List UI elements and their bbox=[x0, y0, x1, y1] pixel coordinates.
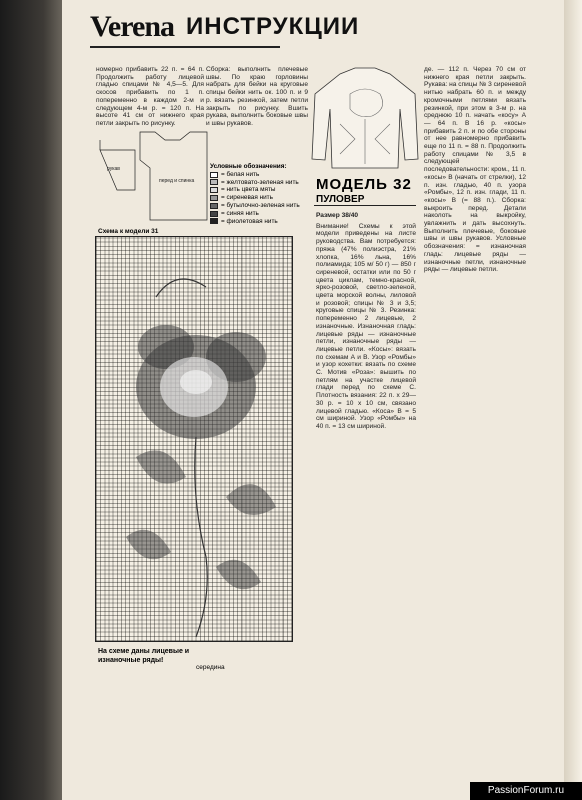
page-gutter-shadow bbox=[0, 0, 62, 800]
legend-item: = желтовато-зеленая нить bbox=[210, 179, 310, 187]
legend-item: = фиолетовая нить bbox=[210, 218, 310, 226]
size-heading: Размер 38/40 bbox=[316, 212, 359, 219]
header-rule bbox=[90, 46, 280, 48]
watermark: PassionForum.ru bbox=[470, 782, 582, 800]
model-title: МОДЕЛЬ 32 bbox=[316, 176, 412, 193]
paragraph: де. — 112 п. Через 70 см от нижнего края петли закрыть. Рукава: на спицы № 3 сиреневой нитью набрать 60 п. и между кромочными петлями вязать резинкой, при этом в 3-м р. на среднюю 10 п. начать «косу» А — 64 п. В 16 р. «косы» прибавить 2 п. и по обе стороны от нее равномерно прибавить еще по 11 п. = 88 п. Продолжить работу спицами № 3,5 в следующей последовательности: кром., 11 п. «косы» В (начать от стрелки), 12 п. изн. гладью, 40 п. узора «Ромбы», 12 п. изн. глади, 11 п. «косы» В (= 88 п.). Сборка: выкроить перед. Детали наколоть на выкройку, увлажнить и дать высохнуть. Выполнить плечевые, боковые швы и швы рукавов. Условные обозначения: = изнаночная гладь: лицевые ряды — изнаночные петли, изнаночные ряды — лицевые петли. bbox=[424, 66, 526, 274]
chart-caption: На схеме даны лицевые и изнаночные ряды! bbox=[98, 648, 190, 664]
text-column-4 bbox=[424, 66, 526, 274]
legend-item: = сиреневая нить bbox=[210, 194, 310, 202]
pattern-schematic bbox=[95, 120, 215, 232]
legend-item: = нить цвета мяты bbox=[210, 186, 310, 194]
legend-item: = бутылочно-зеленая нить bbox=[210, 202, 310, 210]
sweater-illustration bbox=[310, 64, 420, 172]
page-edge bbox=[564, 0, 582, 800]
legend-item: = белая нить bbox=[210, 171, 310, 179]
schema-label-pered: перед и спинка bbox=[159, 178, 195, 184]
knitting-chart bbox=[95, 236, 293, 642]
model-rule bbox=[314, 205, 416, 206]
legend-item: = синяя нить bbox=[210, 210, 310, 218]
model-subtitle: ПУЛОВЕР bbox=[316, 194, 365, 205]
paragraph: номерно прибавить 22 п. = 64 п. Продолжить работу лицевой гладью спицами № 4,5—5. Для скосов прибавить по 1 п. попеременно в каждом 2-м и следующем 4-м р. = 120 п. На высоте 41 см от нижнего края петли закрыть по рисунку. bbox=[96, 66, 204, 127]
brand-logo: Verena bbox=[90, 10, 174, 43]
text-column-3 bbox=[316, 212, 416, 431]
schema-label-rukav: рукав bbox=[107, 166, 120, 172]
color-legend bbox=[210, 163, 310, 225]
chart-middle-label: середина bbox=[196, 664, 225, 671]
paragraph: Сборка: выполнить плечевые швы. По краю горловины набрать для бейки на круговые спицы бейки нить ок. 100 п. и 9 р. вязать резинкой, затем петли закрыть по рисунку. Вшить рукава, выполнить боковые швы и швы рукавов. bbox=[206, 66, 308, 127]
text-column-2 bbox=[206, 66, 308, 128]
scheme-title: Схема к модели 31 bbox=[98, 228, 159, 235]
text-column-1 bbox=[96, 66, 204, 128]
page-header bbox=[90, 6, 530, 46]
legend-title: Условные обозначения: bbox=[210, 163, 287, 170]
paragraph: Внимание! Схемы к этой модели приведены на листе руководства. Вам потребуется: пряжа (47% полиэстра, 21% хлопка, 16% льна, 16% полиамида; 105 м/ 50 г) — 850 г сиреневой, остатки или по 50 г цвета циклам, темно-красной, ярко-розовой, светло-зеленой, цвета морской волны, лиловой и розовой; спицы № 3 и 3,5; круговые спицы № 3. Резинка: попеременно 2 лицевые, 2 изнаночные. Изнаночная гладь: лицевые ряды — изнаночные петли, изнаночные ряды — лицевые петли. «Косы»: вязать по схемам А и В. Узор «Ромбы» и узор кохетки: вязать по схеме С. Мотив «Роза»: вышить по петлям на участке лицевой глади перед по схеме С. Плотность вязания: 22 п. х 29—30 р. = 10 х 10 см, связано лицевой гладью. «Коса» В = 5 см шириной. Узор «Ромбы» на 40 п. = 13 см шириной. bbox=[316, 222, 416, 430]
section-title: ИНСТРУКЦИИ bbox=[186, 13, 360, 40]
